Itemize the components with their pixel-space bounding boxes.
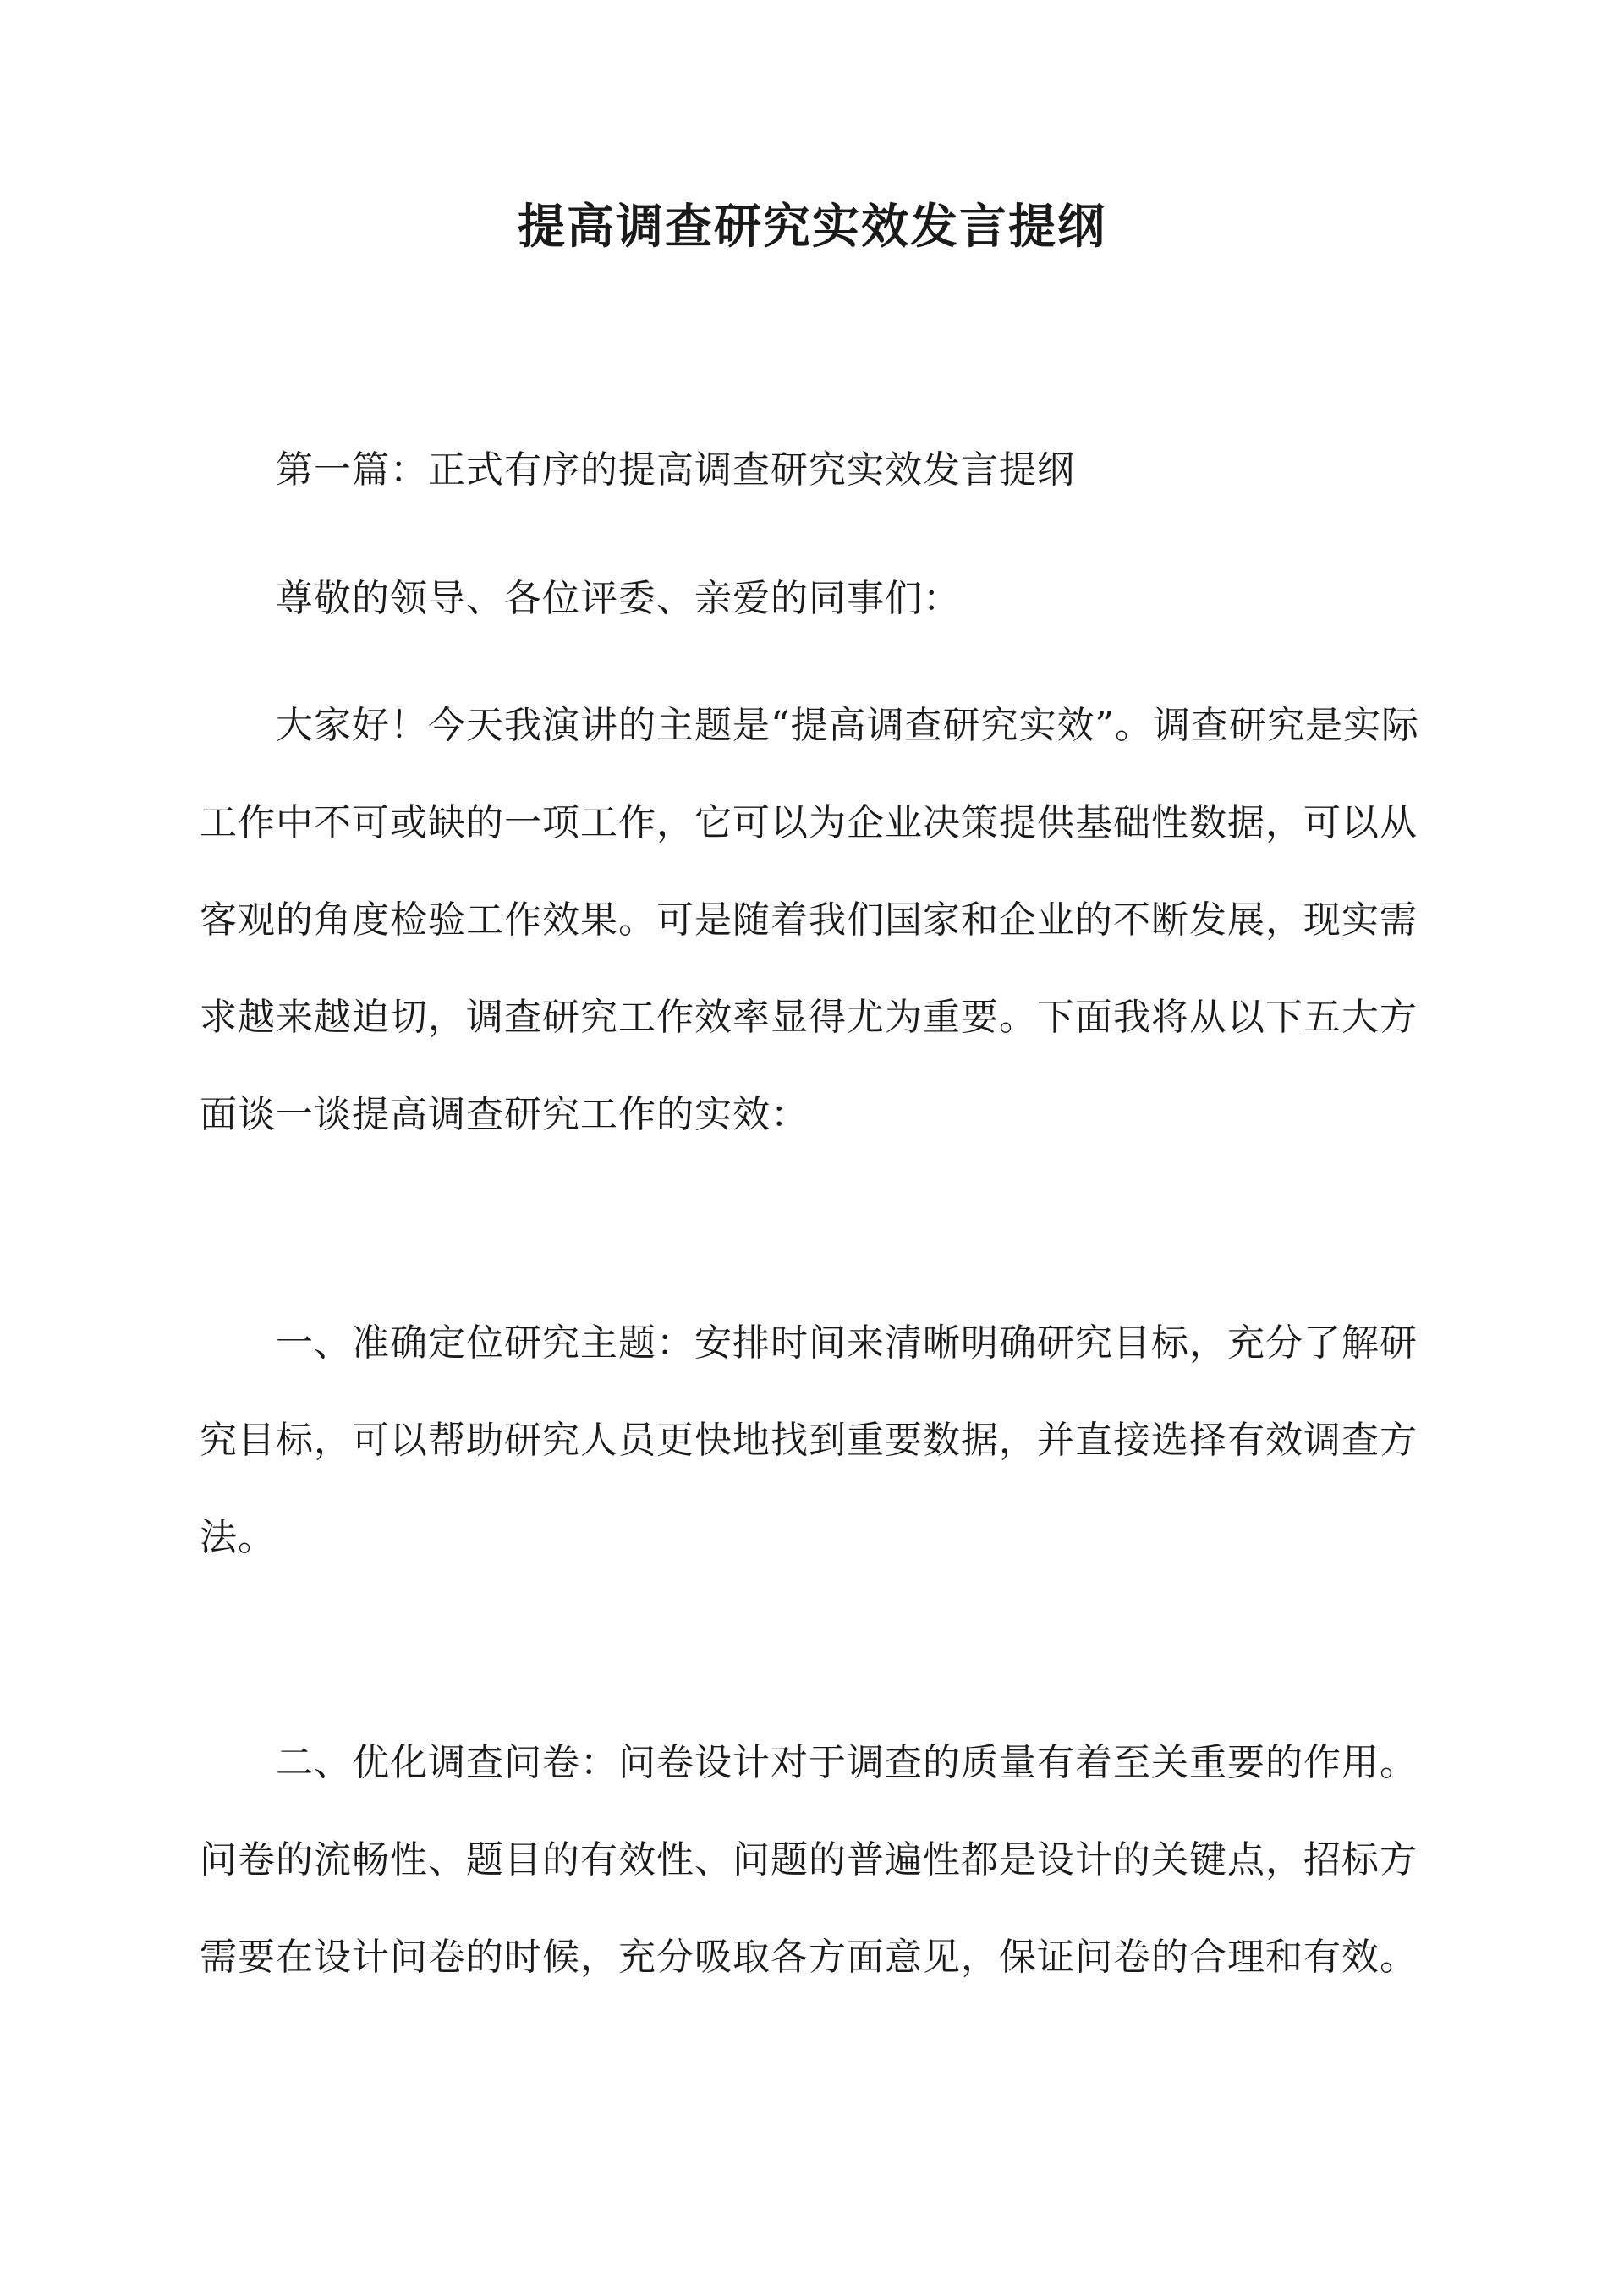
point-two-paragraph: 二、优化调查问卷：问卷设计对于调查的质量有着至关重要的作用。问卷的流畅性、题目的有效性、问题的普遍性都是设计的关键点，招标方需要在设计问卷的时候，充分吸取各方面意见，保证问卷的合理和有效。 — [200, 1741, 1418, 1979]
section-heading: 第一篇：正式有序的提高调查研究实效发言提纲 — [276, 448, 1075, 492]
salutation-paragraph: 尊敬的领导、各位评委、亲爱的同事们： — [276, 577, 961, 620]
intro-paragraph: 大家好！今天我演讲的主题是“提高调查研究实效”。调查研究是实际工作中不可或缺的一项工作，它可以为企业决策提供基础性数据，可以从客观的角度检验工作效果。可是随着我们国家和企业的不断发展，现实需求越来越迫切，调查研究工作效率显得尤为重要。下面我将从以下五大方面谈一谈提高调查研究工作的实效： — [200, 704, 1419, 1136]
point-one-paragraph: 一、准确定位研究主题：安排时间来清晰明确研究目标，充分了解研究目标，可以帮助研究人员更快地找到重要数据，并直接选择有效调查方法。 — [200, 1321, 1418, 1559]
document-title: 提高调查研究实效发言提纲 — [518, 199, 1106, 255]
